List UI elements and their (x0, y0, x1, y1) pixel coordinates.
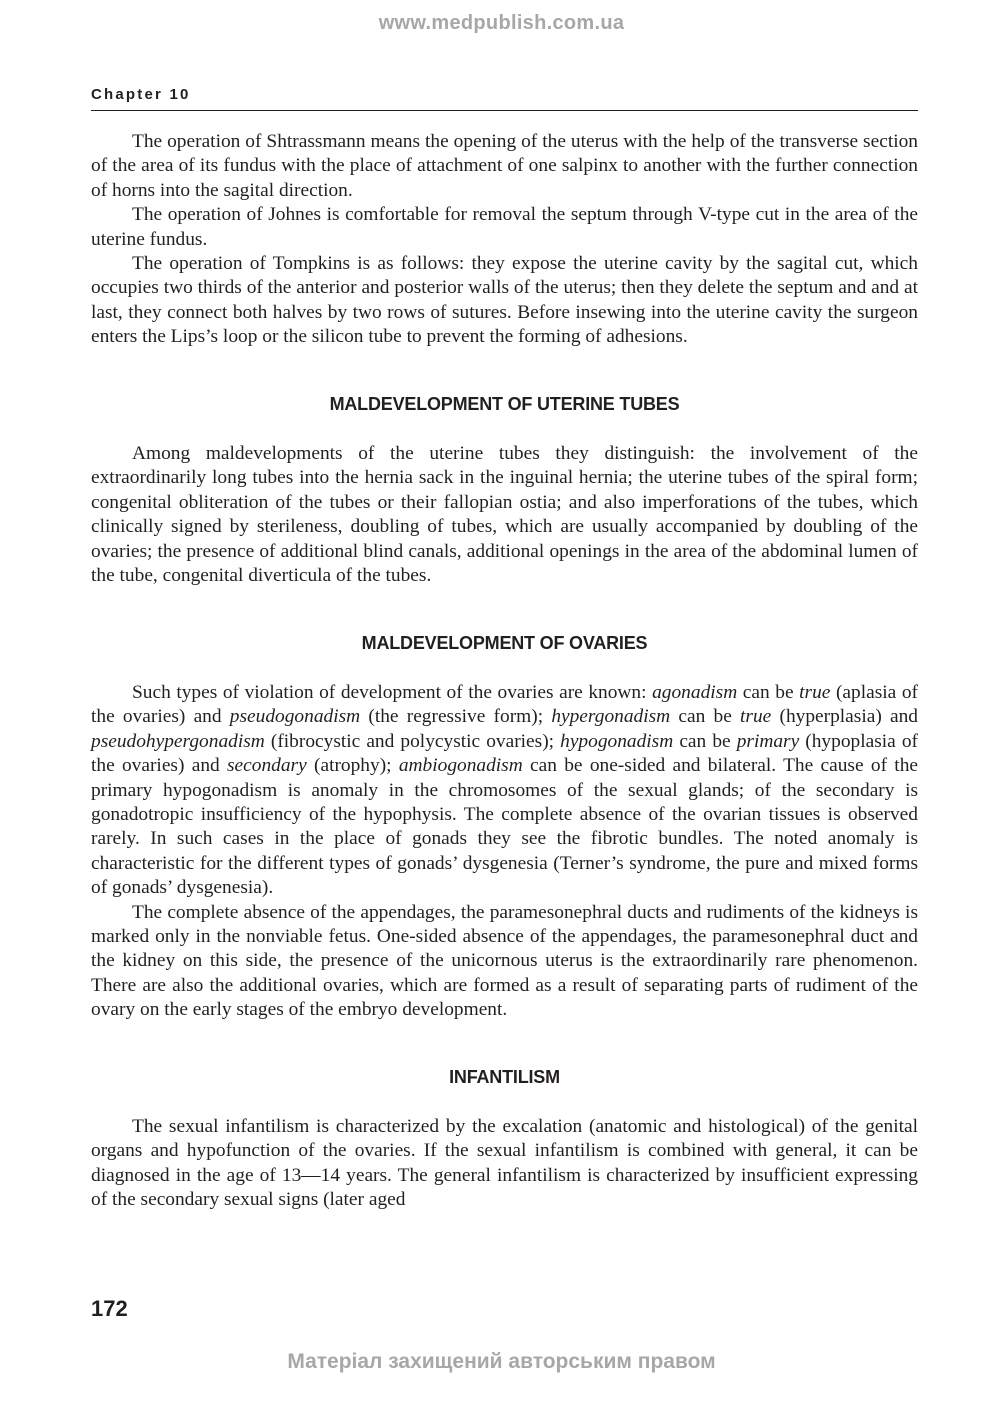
text-run: (fibrocystic and polycystic ovaries); (264, 730, 561, 752)
watermark-top: www.medpublish.com.ua (378, 12, 625, 34)
text-run: (hyperplasia) and (771, 706, 918, 728)
paragraph-ovaries-types (91, 681, 918, 901)
page-body (91, 130, 918, 1213)
paragraph-uterine-tubes: Among maldevelopments of the uterine tubes they distinguish: the involvement of the extraordinarily long tubes into the hernia sack in the inguinal hernia; the uterine tubes of the spiral form; congenital obliteration of the tubes or their fallopian ostia; and also imperforations of the tubes, which clinically signed by sterileness, doubling of tubes, which are usually accompanied by doubling of the ovaries; the presence of additional blind canals, additional openings in the area of the abdominal lumen of the tube, congenital diverticula of the tubes. (91, 443, 918, 587)
text-run: can be one-sided and bilateral. The cause of the primary hypogonadism is anomaly in the chromosomes of the sexual glands; of the secondary is gonadotropic insufficiency of the hypophysis. The complete absence of the ovarian tissues is observed rarely. In such cases in the place of gonads they see the fibrotic bundles. The noted anomaly is characteristic for the different types of gonads’ dysgenesia (Terner’s syndrome, the pure and mixed forms of gonads’ dysgenesia). (91, 755, 919, 899)
paragraph-absence-appendages: The complete absence of the appendages, the paramesonephral ducts and rudiments of the kidneys is marked only in the nonviable fetus. One-sided absence of the appendages, the paramesonephral duct and the kidney on this side, the presence of the unicornous uterus is the extraordinarily rare phenomenon. There are also the additional ovaries, which are formed as a result of separating parts of rudiment of the ovary on the early stages of the embryo development. (91, 901, 918, 1021)
text-run: can be (670, 706, 741, 728)
watermark-bottom: Матеріал захищений авторським правом (287, 1350, 716, 1373)
text-run: Such types of violation of development of the ovaries are known: (132, 681, 653, 703)
paragraph-shtrassmann: The operation of Shtrassmann means the opening of the uterus with the help of the transverse section of the area of its fundus with the place of attachment of one salpinx to another with the further connection of horns into the sagital direction. (91, 131, 918, 201)
heading-uterine-tubes: MALDEVELOPMENT OF UTERINE TUBES (329, 393, 680, 414)
term-primary: primary (736, 730, 800, 752)
paragraph-infantilism: The sexual infantilism is characterized by the excalation (anatomic and histological) of the genital organs and hypofunction of the ovaries. If the sexual infantilism is combined with general, it can be diagnosed in the age of 13—14 years. The general infantilism is characterized by insufficient expressing of the secondary sexual signs (later aged (91, 1116, 918, 1211)
running-head (91, 86, 918, 111)
text-run: can be (673, 730, 737, 752)
term-true: true (740, 706, 772, 728)
heading-infantilism: INFANTILISM (449, 1066, 560, 1087)
term-pseudogonadism: pseudogonadism (229, 706, 361, 728)
term-pseudohypergonadism: pseudohypergonadism (91, 730, 265, 752)
term-true: true (799, 681, 831, 703)
paragraph-tompkins: The operation of Tompkins is as follows: they expose the uterine cavity by the sagital cut, which occupies two thirds of the anterior and posterior walls of the uterus; then they delete the septum and and at last, they connect both halves by two rows of sutures. Before insewing into the uterine cavity the surgeon enters the Lips’s loop or the silicon tube to prevent the forming of adhesions. (91, 253, 918, 348)
term-hypergonadism: hypergonadism (551, 706, 671, 728)
text-run: can be (737, 681, 800, 703)
heading-ovaries: MALDEVELOPMENT OF OVARIES (361, 632, 648, 653)
term-ambiogonadism: ambiogonadism (398, 755, 523, 777)
paragraph-johnes: The operation of Johnes is comfortable for removal the septum through V-type cut in the area of the uterine fundus. (91, 204, 918, 250)
text-run: (the regressive form); (360, 706, 552, 728)
term-secondary: secondary (227, 755, 307, 777)
text-run: (hypoplasia of the ovaries) and (91, 730, 918, 777)
text-run: (aplasia of the ovaries) and (91, 681, 918, 728)
term-hypogonadism: hypogonadism (560, 730, 674, 752)
term-agonadism: agonadism (652, 681, 738, 703)
text-run: (atrophy); (306, 755, 399, 777)
page-number: 172 (91, 1296, 128, 1321)
chapter-label: Chapter 10 (91, 86, 191, 103)
